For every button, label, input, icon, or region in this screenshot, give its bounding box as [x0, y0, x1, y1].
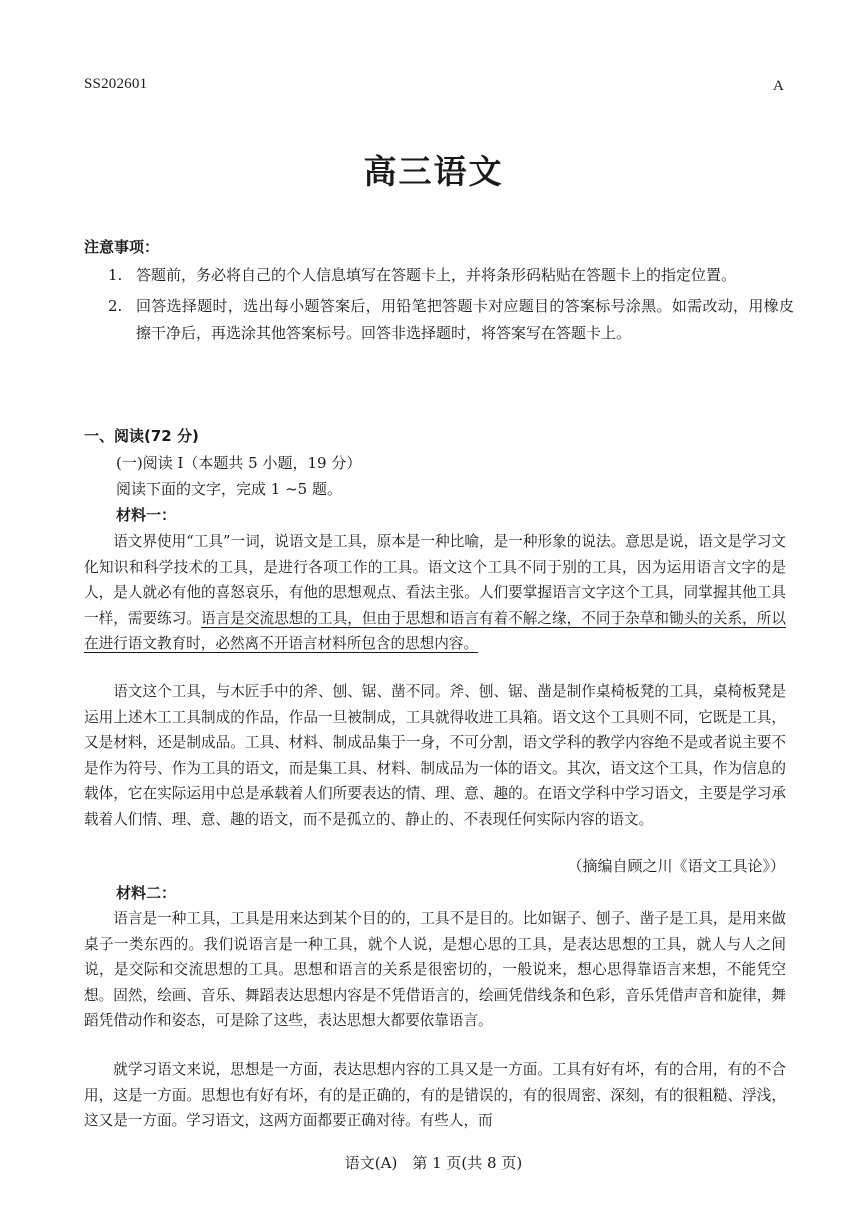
reading-instruction: 阅读下面的文字，完成 1 ~5 题。: [116, 480, 342, 498]
material-one-heading: 材料一：: [116, 506, 177, 524]
notice-list: [108, 262, 794, 351]
material-one-paragraph-2: [84, 679, 786, 833]
notice-number: 1.: [108, 266, 123, 284]
notice-number: 2.: [108, 297, 123, 315]
paragraph-text: 语文这个工具，与木匠手中的斧、刨、锯、凿不同。斧、刨、锯、凿是制作桌椅板凳的工具，桌椅板凳是运用上述木工工具制成的作品，作品一旦被制成，工具就得收进工具箱。语文这个工具则不同，它既是工具，又是材料，还是制成品。工具、材料、制成品集于一身，不可分割，语文学科的教学内容绝不是或者说主要不是作为符号、作为工具的语文，而是集工具、材料、制成品为一体的语文。其次，语文这个工具，作为信息的载体，它在实际运用中总是承载着人们所要表达的情、理、意、趣的。在语文学科中学习语文，主要是学习承载着人们情、理、意、趣的语文，而不是孤立的、静止的、不表现任何实际内容的语文。: [84, 683, 786, 828]
paragraph-text: 就学习语文来说，思想是一方面，表达思想内容的工具又是一方面。工具有好有坏，有的合用，有的不合用，这是一方面。思想也有好有坏，有的是正确的，有的是错误的，有的很周密、深刻，有的很粗糙、浮浅，这又是一方面。学习语文，这两方面都要正确对待。有些人，而: [84, 1061, 786, 1130]
notice-item: [108, 262, 794, 289]
notice-text: 答题前，务必将自己的个人信息填写在答题卡上，并将条形码粘贴在答题卡上的指定位置。: [136, 266, 737, 284]
notice-text: 回答选择题时，选出每小题答案后，用铅笔把答题卡对应题目的答案标号涂黑。如需改动，用橡皮擦干净后，再选涂其他答案标号。回答非选择题时，将答案写在答题卡上。: [136, 297, 794, 342]
material-two-paragraph-2: [84, 1057, 786, 1134]
material-one-paragraph-1: [84, 529, 786, 657]
source-citation: （摘编自顾之川《语文工具论》）: [567, 857, 785, 875]
page-footer: 语文(A) 第 1 页(共 8 页): [344, 1154, 523, 1172]
section-title: 一、阅读(72 分): [84, 427, 199, 445]
notice-item: [108, 293, 794, 347]
sub-section-title: (一)阅读 I（本题共 5 小题，19 分）: [116, 454, 362, 472]
material-two-paragraph-1: [84, 906, 786, 1034]
exam-code: SS202601: [84, 76, 148, 92]
notice-heading: 注意事项：: [84, 238, 160, 256]
page-title: 高三语文: [363, 152, 504, 191]
paragraph-text: 语文界使用“工具”一词，说语文是工具，原本是一种比喻，是一种形象的说法。意思是说，语文是学习文化知识和科学技术的工具，是进行各项工作的工具。语文这个工具不同于别的工具，因为运用语言文字的是人，是人就必有他的喜怒哀乐，有他的思想观点、看法主张。人们要掌握语言文字这个工具，同掌握其他工具一样，需要练习。: [84, 533, 786, 627]
paragraph-text: 语言是一种工具，工具是用来达到某个目的的，工具不是目的。比如锯子、刨子、凿子是工具，是用来做桌子一类东西的。我们说语言是一种工具，就个人说，是想心思的工具，是表达思想的工具，就人与人之间说，是交际和交流思想的工具。思想和语言的关系是很密切的，一般说来，想心思得靠语言来想，不能凭空想。固然，绘画、音乐、舞蹈表达思想内容是不凭借语言的，绘画凭借线条和色彩，音乐凭借声音和旋律，舞蹈凭借动作和姿态，可是除了这些，表达思想大都要依靠语言。: [84, 910, 786, 1030]
underlined-sentence: 语言是交流思想的工具，但由于思想和语言有着不解之缘，不同于杂草和锄头的关系，所以在进行语文教育时，必然离不开语言材料所包含的思想内容。: [84, 609, 786, 653]
exam-version: A: [773, 78, 784, 94]
material-two-heading: 材料二：: [116, 884, 177, 902]
